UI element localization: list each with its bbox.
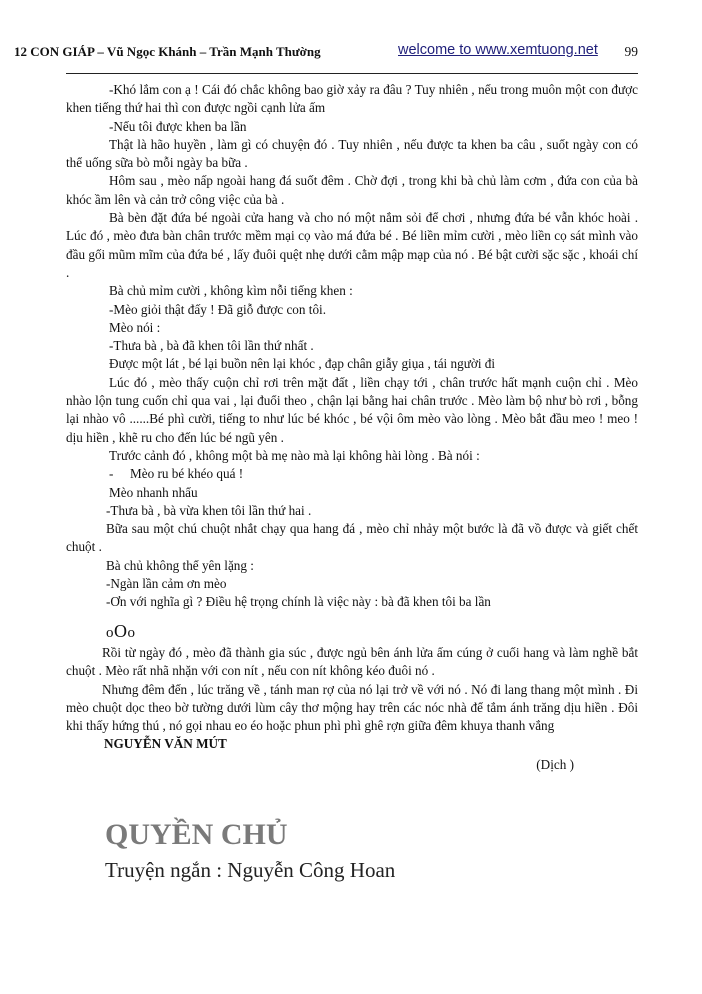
paragraph: -Ơn với nghĩa gì ? Điều hệ trọng chính là việc này : bà đã khen tôi ba lần [106, 594, 491, 610]
paragraph: -Thưa bà , bà đã khen tôi lần thứ nhất . [109, 338, 314, 354]
separator-char: o [127, 624, 136, 641]
running-title: 12 CON GIÁP – Vũ Ngọc Khánh – Trần Mạnh Thường [14, 44, 321, 59]
dialogue-text: Mèo ru bé khéo quá ! [130, 466, 244, 482]
website-link[interactable]: welcome to www.xemtuong.net [398, 42, 598, 58]
list-dash: - [109, 466, 114, 482]
page-number: 99 [624, 44, 638, 59]
paragraph: Bữa sau một chú chuột nhắt chạy qua hang đá , mèo chỉ nhảy một bước là đã vồ được và giết chết chuột . [66, 521, 638, 555]
dialogue-item [66, 465, 638, 483]
paragraph: Lúc đó , mèo thấy cuộn chỉ rơi trên mặt đất , liền chạy tới , chân trước hất mạnh cuộn chỉ . Mèo nhào lộn tung cuốn chỉ qua vai , lại đuổi theo , chận lại bằng hai chân trước . Mèo làm bộ như bò rơi , bỗng lại nhào vô ......Bé phì cười, tiếng to như lúc bé khóc , bé vội ôm mèo vào lòng . Mèo bắt đầu meo ! meo ! dịu hiền , khẽ ru cho đến lúc bé ngũ yên . [66, 374, 638, 445]
section-separator [106, 622, 638, 642]
paragraph: Hôm sau , mèo nấp ngoài hang đá suốt đêm . Chờ đợi , trong khi bà chủ làm cơm , đứa con của bà khóc ầm lên và cản trở công việc của bà . [66, 173, 638, 207]
paragraph: Thật là hão huyền , làm gì có chuyện đó . Tuy nhiên , nếu được ta khen ba câu , suốt ngày con có thể uống sữa bò mỗi ngày ba bữa . [66, 136, 638, 171]
paragraph: Nhưng đêm đến , lúc trăng về , tánh man rợ của nó lại trở về với nó . Nó đi lang thang một mình . Đi mèo chuột dọc theo bờ tường dưới lùm cây thơ mộng hay trên các nóc nhà để tắm ánh trăng dịu hiền . Đôi khi thấy hứng thú , nó gọi nhau eo éo hoặc phun phì phì ghê rợn giữa đêm khuya thanh vắng [66, 681, 638, 734]
page-header [14, 44, 638, 64]
translation-note: (Dịch ) [536, 756, 574, 772]
paragraph: Bà bèn đặt đứa bé ngoài cửa hang và cho nó một nắm sỏi để chơi , nhưng đứa bé vẫn khóc hoài . Lúc đó , mèo đưa bàn chân trước mềm mại cọ vào má đứa bé . Bé liền mỉm cười , mèo liền cọ sát mình vào đầu gối mũm mĩm của đứa bé , lấy đuôi quệt nhẹ dưới cằm mập mạp của nó . Bé bật cười sặc sặc , khoái chí . [66, 210, 638, 280]
paragraph: Bà chủ không thể yên lặng : [106, 557, 254, 573]
paragraph: Trước cảnh đó , không một bà mẹ nào mà lại không hài lòng . Bà nói : [109, 447, 480, 463]
paragraph: -Khó lắm con ạ ! Cái đó chắc không bao giờ xảy ra đâu ? Tuy nhiên , nếu trong muôn một con được khen tiếng thứ hai thì con được ngồi cạnh lửa ấm [66, 82, 638, 116]
next-story-title: QUYỀN CHỦ [105, 818, 288, 851]
separator-char: o [106, 624, 114, 641]
author-name: NGUYỄN VĂN MÚT [104, 736, 227, 752]
paragraph: Bà chủ mỉm cười , không kìm nỗi tiếng khen : [109, 283, 353, 299]
paragraph: -Thưa bà , bà vừa khen tôi lần thứ hai . [106, 502, 312, 518]
paragraph: -Mèo giỏi thật đấy ! Đã giỗ được con tôi. [109, 301, 327, 317]
header-divider [66, 73, 638, 74]
story-body [66, 81, 638, 774]
paragraph: Mèo nói : [109, 319, 161, 335]
next-story-subtitle: Truyện ngắn : Nguyễn Công Hoan [105, 858, 396, 882]
paragraph: Được một lát , bé lại buồn nên lại khóc , đạp chân giẫy giụa , tái người đi [109, 356, 496, 372]
paragraph: -Ngàn lần cảm ơn mèo [106, 576, 227, 592]
paragraph: Mèo nhanh nhẩu [109, 484, 198, 500]
paragraph: Rồi từ ngày đó , mèo đã thành gia súc , được ngủ bên ánh lửa ấm cúng ở cuối hang và làm nghề bắt chuột . Mèo rất nhã nhặn với con nít , nếu con nít không kéo đuôi nó . [66, 644, 638, 679]
paragraph: -Nếu tôi được khen ba lần [109, 118, 247, 134]
separator-char: O [114, 620, 128, 641]
